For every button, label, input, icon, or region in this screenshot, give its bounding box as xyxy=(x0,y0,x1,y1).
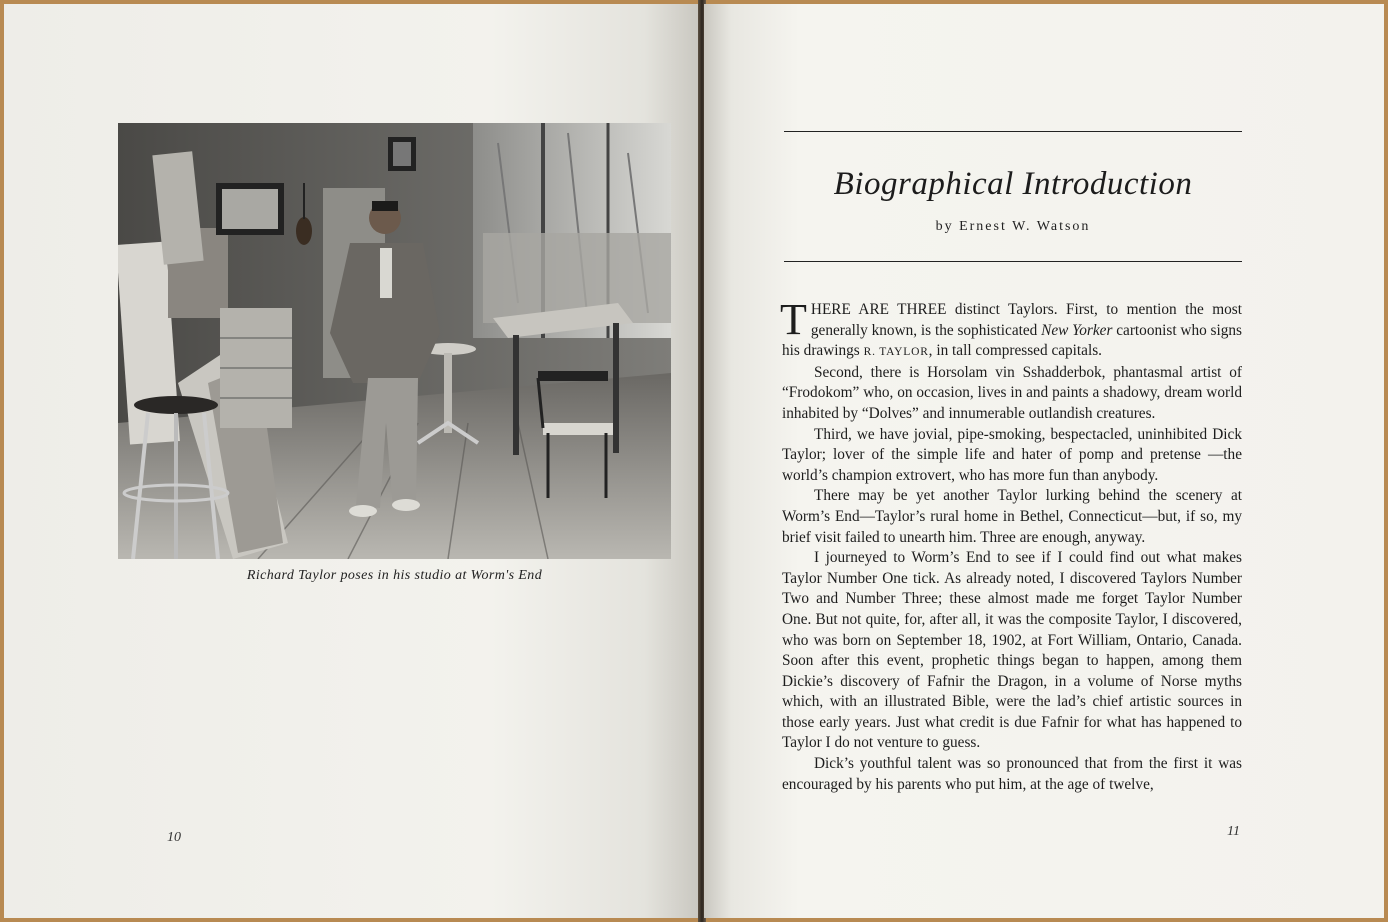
left-page xyxy=(4,4,700,918)
drop-cap: T xyxy=(780,295,807,344)
paragraph-1 xyxy=(780,295,1243,363)
paragraph-5: I journeyed to Worm’s End to see if I could find out what makes Taylor Number One tick. As already noted, I discovered Taylors Number Two and Number Three; these almost made me forget Taylor Number One. But not quite, for, after all, it was the composite Taylor, I discovered, who was born on September 18, 1902, at Fort William, Ontario, Canada. Soon after this event, prophetic things began to happen, among them Dickie’s discovery of Fafnir the Dragon, in a volume of Norse myths which, with an illustrated Bible, were the lad’s chief artistic sources in those early years. Just what credit is due Fafnir for what has happened to Taylor I do not venture to guess. xyxy=(782,549,1242,752)
magazine-title: New Yorker xyxy=(1041,321,1113,339)
paragraph-1-text-a: HERE ARE THREE distinct Taylors. First, to mention the most generally known, is the sophisticated xyxy=(810,301,1242,339)
top-rule xyxy=(784,131,1242,132)
right-page xyxy=(704,4,1384,918)
paragraph-4: There may be yet another Taylor lurking behind the scenery at Worm’s End—Taylor’s rural home in Bethel, Connecticut—but, if so, my brief visit failed to unearth him. Three are enough, anyway. xyxy=(782,487,1242,546)
paragraph-2: Second, there is Horsolam vin Sshadderbok, phantasmal artist of “Frodokom” who, on occasion, lives in and paints a shadowy, dream world inhabited by “Dolves” and innumerable outlandish creatures. xyxy=(782,363,1242,422)
studio-photograph xyxy=(118,123,671,559)
body-text xyxy=(780,295,1243,795)
page-number-right: 11 xyxy=(1227,824,1240,839)
chapter-title: Biographical Introduction xyxy=(833,166,1193,202)
page-number-left: 10 xyxy=(167,830,181,845)
paragraph-3: Third, we have jovial, pipe-smoking, bespectacled, uninhibited Dick Taylor; lover of the simple life and hater of pomp and pretense —the world’s champion extrovert, who has more fun than anybody. xyxy=(782,425,1242,484)
photo-caption: Richard Taylor poses in his studio at Worm's End xyxy=(246,568,543,583)
byline: by Ernest W. Watson xyxy=(935,219,1091,234)
paragraph-6: Dick’s youthful talent was so pronounced that from the first it was encouraged by his parents who put him, at the age of twelve, xyxy=(782,755,1242,793)
paragraph-1-text-c: , in tall compressed capitals. xyxy=(928,342,1102,360)
bottom-rule xyxy=(784,261,1242,262)
paragraph-1-text-b: cartoonist who signs his drawings xyxy=(782,321,1243,360)
signature-smallcaps: R. TAYLOR xyxy=(863,346,929,359)
